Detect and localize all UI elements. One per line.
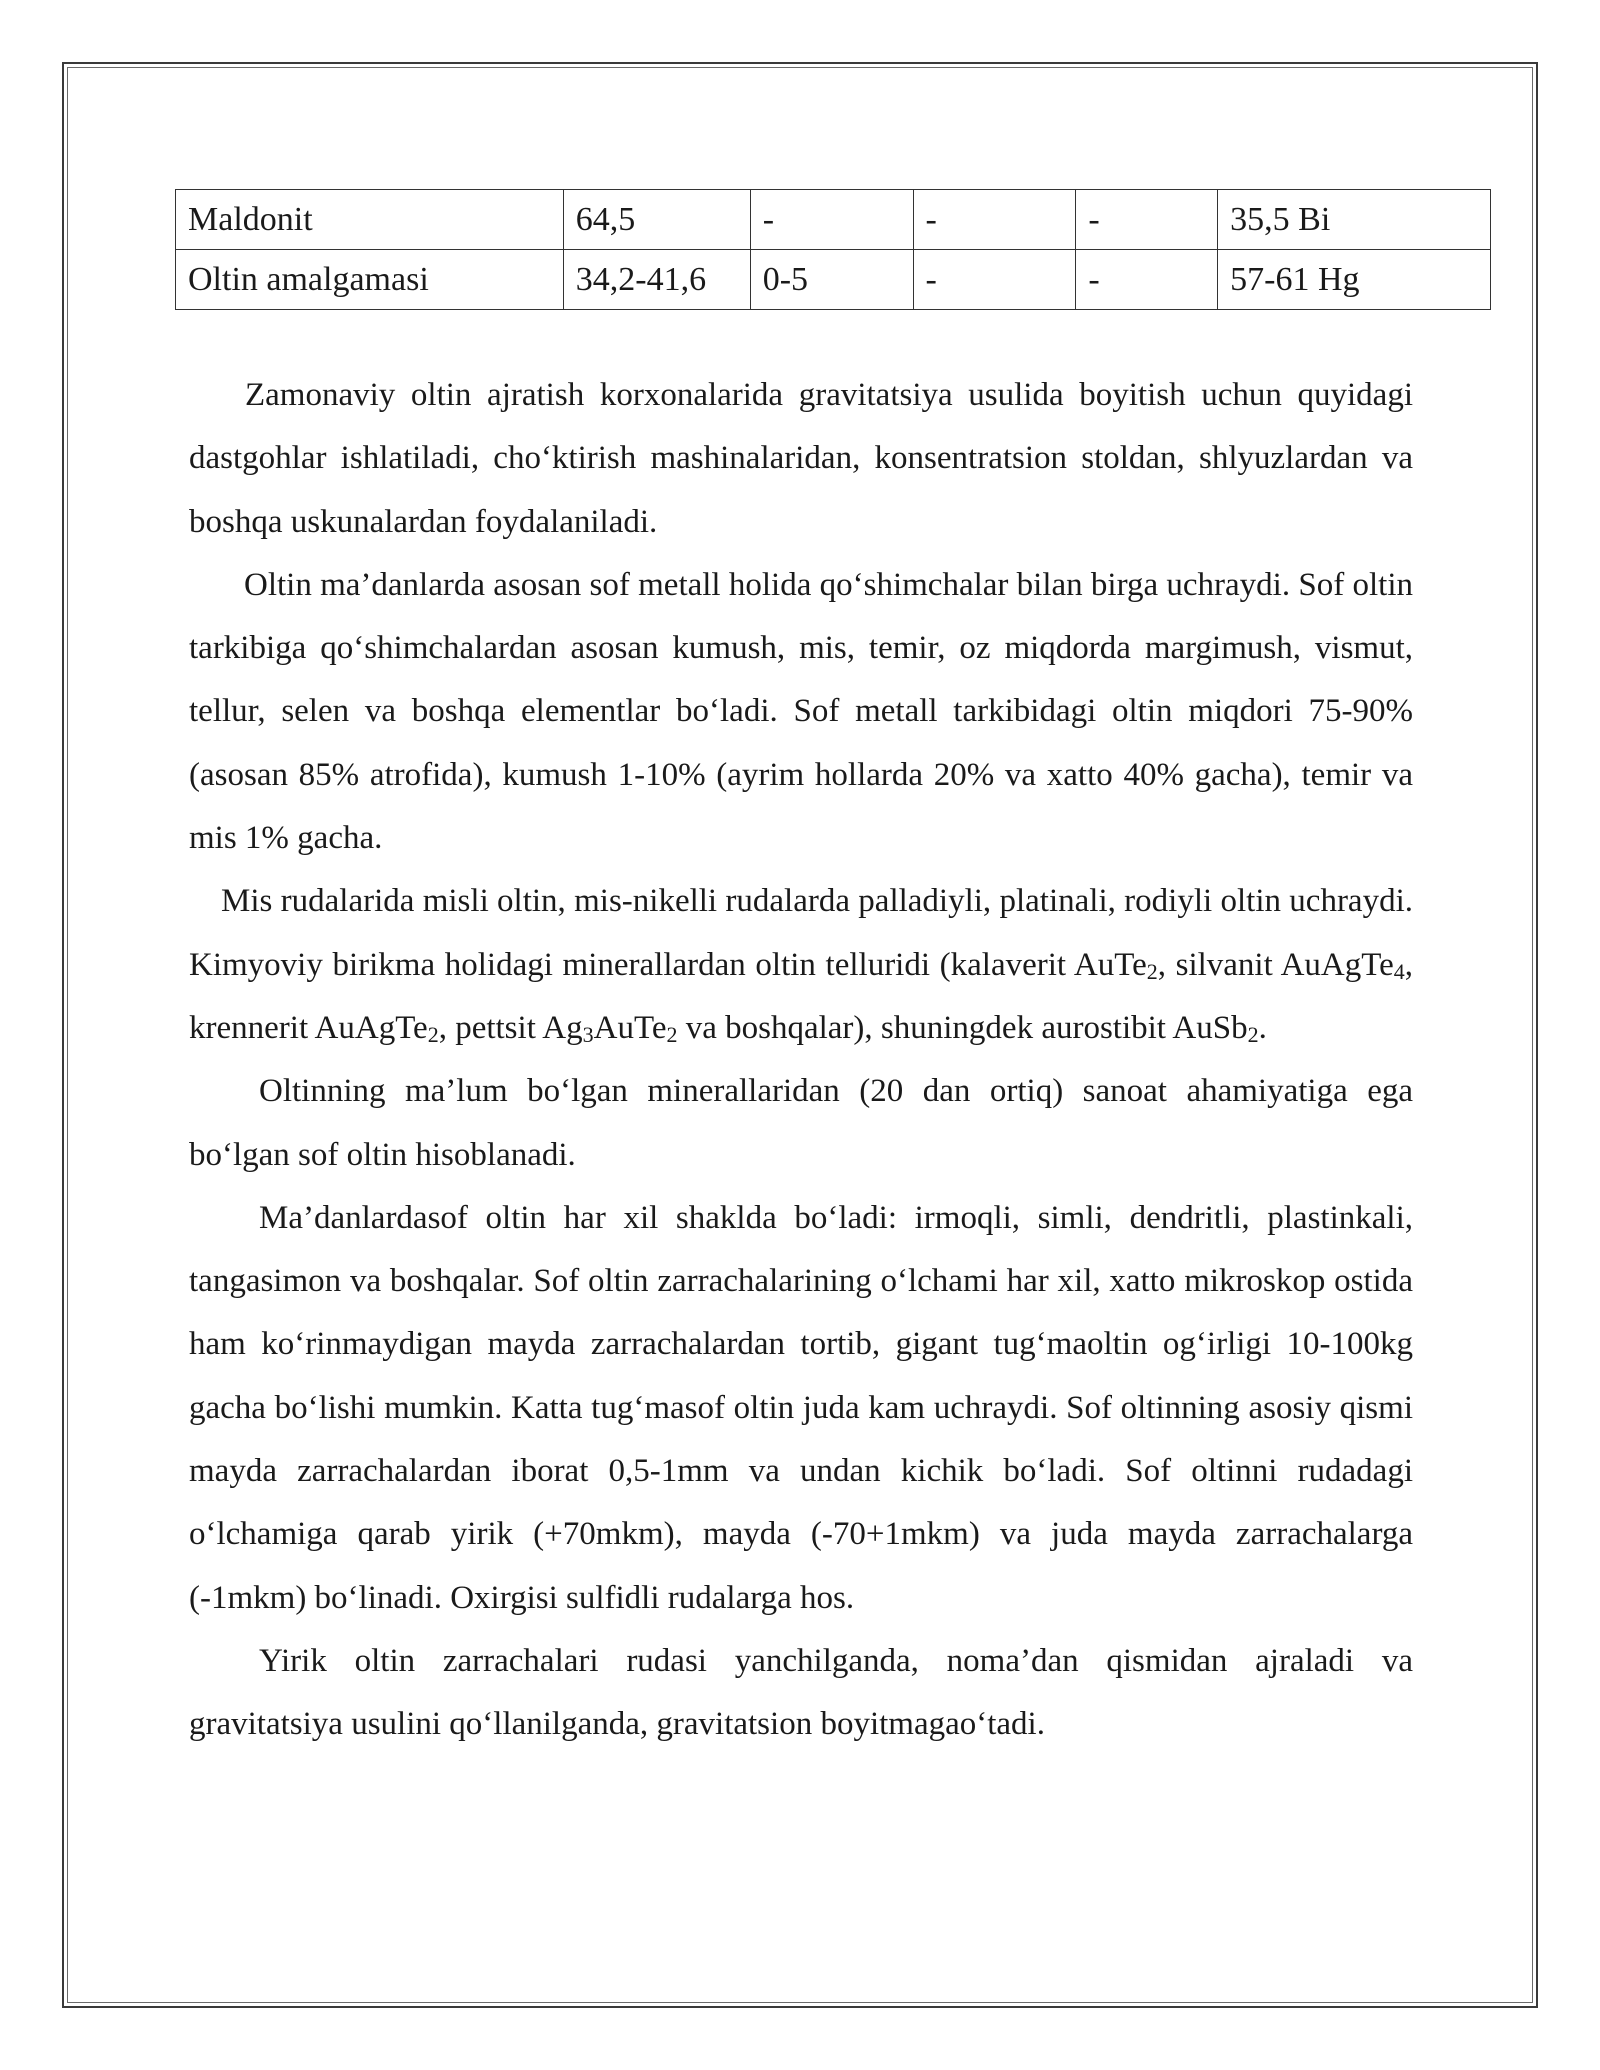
- table-cell: Oltin amalgamasi: [176, 250, 564, 310]
- text-run: , krennerit AuAgTe: [189, 946, 1413, 1046]
- table-cell: -: [913, 250, 1076, 310]
- paragraph: Yirik oltin zarrachalari rudasi yanchilganda, noma’dan qismidan ajraladi va gravitatsiya usulini qo‘llanilganda, gravitatsion boyitmagao‘tadi.: [189, 1642, 1413, 1743]
- body-text: [189, 364, 1413, 1757]
- table-cell: -: [1076, 250, 1218, 310]
- text-run: AuTe: [593, 1009, 667, 1046]
- table-row: [176, 250, 1491, 310]
- subscript: 4: [1393, 958, 1405, 984]
- text-run: va boshqalar), shuningdek aurostibit AuSb: [677, 1009, 1248, 1046]
- paragraph: Oltin ma’danlarda asosan sof metall holida qo‘shimchalar bilan birga uchraydi. Sof oltin tarkibiga qo‘shimchalardan asosan kumush, mis, temir, oz miqdorda margimush, vismut, tellur, selen va boshqa elementlar bo‘ladi. Sof metall tarkibidagi oltin miqdori 75-90% (asosan 85% atrofida), kumush 1-10% (ayrim hollarda 20% va xatto 40% gacha), temir va mis 1% gacha.: [189, 566, 1413, 857]
- table-cell: Maldonit: [176, 190, 564, 250]
- table-cell: -: [750, 190, 913, 250]
- subscript: 3: [582, 1021, 594, 1047]
- subscript: 2: [666, 1021, 678, 1047]
- table-cell: 0-5: [750, 250, 913, 310]
- subscript: 2: [1146, 958, 1158, 984]
- table-cell: -: [913, 190, 1076, 250]
- paragraph: Zamonaviy oltin ajratish korxonalarida gravitatsiya usulida boyitish uchun quyidagi dastgohlar ishlatiladi, cho‘ktirish mashinalaridan, konsentratsion stoldan, shlyuzlardan va boshqa uskunalardan foydalaniladi.: [189, 377, 1413, 540]
- mineral-composition-table: [175, 189, 1491, 310]
- paragraph: Ma’danlardasof oltin har xil shakldа bo‘ladi: irmoqli, simli, dendritli, plastinkali, tangasimon va boshqalar. Sof oltin zarrachalarining o‘lchami har xil, xatto mikroskop ostida ham ko‘rinmaydigan mayda zarrachalardan tortib, gigant tug‘maoltin og‘irligi 10-100kg gacha bo‘lishi mumkin. Katta tug‘masof oltin juda kam uchraydi. Sof oltinning asosiy qismi mayda zarrachalardan iborat 0,5-1mm va undan kichik bo‘ladi. Sof oltinni rudadagi o‘lchamiga qarab yirik (+70mkm), mayda (-70+1mkm) va juda mayda zarrachalarga (-1mkm) bo‘linadi. Oxirgisi sulfidli rudalarga hos.: [189, 1199, 1413, 1616]
- table-cell: 57-61 Hg: [1218, 250, 1491, 310]
- subscript: 2: [1247, 1021, 1259, 1047]
- text-run: Mis rudalarida misli oltin, mis-nikelli rudalarda palladiyli, platinali, rodiyli oltin uchraydi. Kimyoviy birikma holidagi minerallardan oltin telluridi (kalaverit AuTe: [189, 883, 1413, 983]
- paragraph: Oltinning ma’lum bo‘lgan minerallaridan (20 dan ortiq) sanoat ahamiyatiga ega bo‘lgan sof oltin hisoblanadi.: [189, 1073, 1413, 1173]
- table-cell: 35,5 Bi: [1218, 190, 1491, 250]
- table-cell: 64,5: [563, 190, 750, 250]
- paragraph: [189, 870, 1413, 1060]
- text-run: .: [1258, 1009, 1267, 1046]
- table-cell: -: [1076, 190, 1218, 250]
- subscript: 2: [427, 1021, 439, 1047]
- table-cell: 34,2-41,6: [563, 250, 750, 310]
- table-row: [176, 190, 1491, 250]
- text-run: , pettsit Ag: [438, 1009, 583, 1046]
- text-run: , silvanit AuAgTe: [1157, 946, 1394, 983]
